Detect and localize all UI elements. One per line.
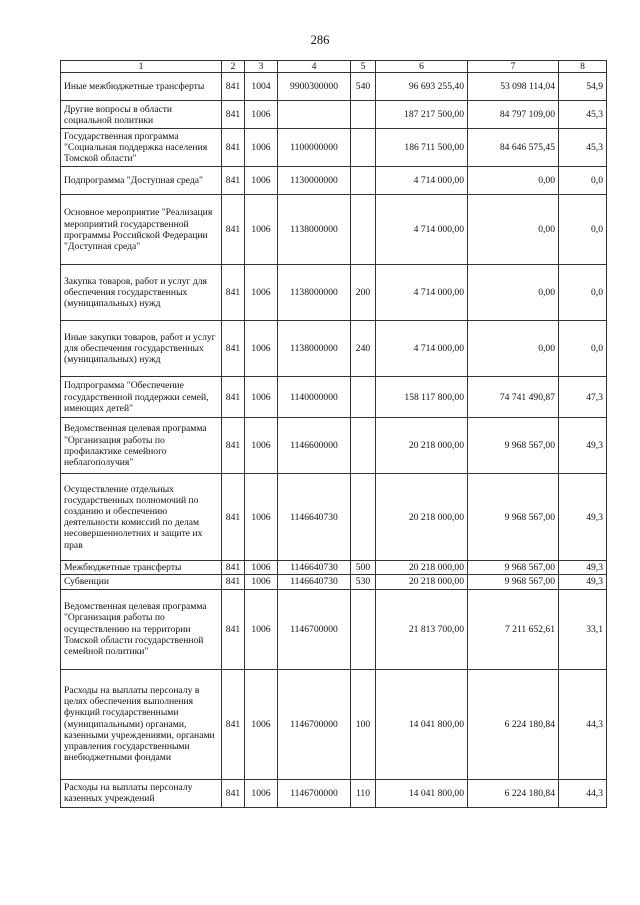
row-name-cell: Ведомственная целевая программа "Организация работы по профилактике семейного неблагополучия" [61,418,222,474]
row-planned-amount-cell: 158 117 800,00 [376,377,468,418]
row-percent-cell: 49,3 [559,474,607,561]
table-row [61,265,607,321]
row-executed-amount-cell: 84 797 109,00 [468,101,559,129]
row-section-code-cell: 1006 [245,418,278,474]
row-admin-code-cell: 841 [222,474,245,561]
row-name-cell: Иные закупки товаров, работ и услуг для обеспечения государственных (муниципальных) нужд [61,321,222,377]
column-header: 2 [222,61,245,73]
row-admin-code-cell: 841 [222,167,245,195]
table-row [61,129,607,167]
row-target-code-cell: 1130000000 [278,167,351,195]
table-header [61,61,607,73]
row-target-code-cell: 1146700000 [278,589,351,669]
row-expense-type-cell [351,377,376,418]
column-header: 7 [468,61,559,73]
row-section-code-cell: 1006 [245,575,278,589]
row-section-code-cell: 1006 [245,101,278,129]
row-name-cell: Иные межбюджетные трансферты [61,73,222,101]
page-number: 286 [310,33,330,47]
row-name-cell: Закупка товаров, работ и услуг для обеспечения государственных (муниципальных) нужд [61,265,222,321]
row-executed-amount-cell: 9 968 567,00 [468,474,559,561]
row-percent-cell: 33,1 [559,589,607,669]
row-expense-type-cell [351,167,376,195]
row-expense-type-cell: 100 [351,669,376,779]
row-name-cell: Государственная программа "Социальная поддержка населения Томской области" [61,129,222,167]
header-row [61,61,607,73]
row-section-code-cell: 1006 [245,589,278,669]
row-target-code-cell: 1146640730 [278,474,351,561]
row-executed-amount-cell: 0,00 [468,195,559,265]
row-executed-amount-cell: 9 968 567,00 [468,418,559,474]
row-admin-code-cell: 841 [222,561,245,575]
row-planned-amount-cell: 4 714 000,00 [376,167,468,195]
table-row [61,474,607,561]
row-target-code-cell: 1138000000 [278,321,351,377]
table-row [61,589,607,669]
row-target-code-cell: 1146600000 [278,418,351,474]
row-section-code-cell: 1006 [245,321,278,377]
row-target-code-cell: 1146700000 [278,669,351,779]
row-name-cell: Субвенции [61,575,222,589]
row-admin-code-cell: 841 [222,575,245,589]
row-target-code-cell: 1140000000 [278,377,351,418]
row-percent-cell: 47,3 [559,377,607,418]
row-name-cell: Осуществление отдельных государственных полномочий по созданию и обеспечению деятельности комиссий по делам несовершеннолетних и защите их прав [61,474,222,561]
row-expense-type-cell: 540 [351,73,376,101]
row-planned-amount-cell: 20 218 000,00 [376,575,468,589]
row-admin-code-cell: 841 [222,589,245,669]
row-planned-amount-cell: 96 693 255,40 [376,73,468,101]
row-expense-type-cell [351,418,376,474]
row-executed-amount-cell: 84 646 575,45 [468,129,559,167]
row-planned-amount-cell: 20 218 000,00 [376,418,468,474]
row-admin-code-cell: 841 [222,779,245,807]
row-executed-amount-cell: 0,00 [468,167,559,195]
row-name-cell: Подпрограмма "Обеспечение государственной поддержки семей, имеющих детей" [61,377,222,418]
table-row [61,669,607,779]
row-admin-code-cell: 841 [222,129,245,167]
row-target-code-cell [278,101,351,129]
budget-table [60,60,607,808]
row-planned-amount-cell: 4 714 000,00 [376,195,468,265]
row-planned-amount-cell: 21 813 700,00 [376,589,468,669]
table-row [61,575,607,589]
column-header: 1 [61,61,222,73]
row-percent-cell: 0,0 [559,167,607,195]
table-row [61,73,607,101]
row-executed-amount-cell: 53 098 114,04 [468,73,559,101]
row-executed-amount-cell: 9 968 567,00 [468,575,559,589]
row-percent-cell: 49,3 [559,575,607,589]
column-header: 6 [376,61,468,73]
row-executed-amount-cell: 74 741 490,87 [468,377,559,418]
table-body [61,73,607,807]
table-row [61,167,607,195]
table-row [61,779,607,807]
row-expense-type-cell: 200 [351,265,376,321]
table-row [61,418,607,474]
row-name-cell: Другие вопросы в области социальной политики [61,101,222,129]
row-section-code-cell: 1006 [245,129,278,167]
row-admin-code-cell: 841 [222,265,245,321]
row-name-cell: Ведомственная целевая программа "Организация работы по осуществлению на территории Томской области государственной семейной политики" [61,589,222,669]
row-admin-code-cell: 841 [222,418,245,474]
row-admin-code-cell: 841 [222,73,245,101]
row-expense-type-cell [351,589,376,669]
row-percent-cell: 54,9 [559,73,607,101]
row-section-code-cell: 1006 [245,474,278,561]
row-expense-type-cell [351,129,376,167]
row-percent-cell: 49,3 [559,418,607,474]
row-expense-type-cell [351,474,376,561]
row-target-code-cell: 9900300000 [278,73,351,101]
row-section-code-cell: 1006 [245,195,278,265]
row-executed-amount-cell: 0,00 [468,265,559,321]
row-executed-amount-cell: 0,00 [468,321,559,377]
row-percent-cell: 0,0 [559,321,607,377]
row-percent-cell: 44,3 [559,779,607,807]
row-section-code-cell: 1004 [245,73,278,101]
row-target-code-cell: 1100000000 [278,129,351,167]
row-percent-cell: 0,0 [559,195,607,265]
row-expense-type-cell [351,101,376,129]
row-admin-code-cell: 841 [222,669,245,779]
row-planned-amount-cell: 187 217 500,00 [376,101,468,129]
row-section-code-cell: 1006 [245,669,278,779]
row-section-code-cell: 1006 [245,377,278,418]
row-planned-amount-cell: 4 714 000,00 [376,265,468,321]
row-name-cell: Межбюджетные трансферты [61,561,222,575]
row-name-cell: Расходы на выплаты персоналу казенных учреждений [61,779,222,807]
table-row [61,195,607,265]
row-section-code-cell: 1006 [245,561,278,575]
column-header: 5 [351,61,376,73]
row-percent-cell: 45,3 [559,101,607,129]
table-row [61,321,607,377]
row-expense-type-cell: 500 [351,561,376,575]
row-executed-amount-cell: 7 211 652,61 [468,589,559,669]
row-planned-amount-cell: 4 714 000,00 [376,321,468,377]
column-header: 3 [245,61,278,73]
row-percent-cell: 49,3 [559,561,607,575]
row-section-code-cell: 1006 [245,779,278,807]
row-admin-code-cell: 841 [222,101,245,129]
row-expense-type-cell: 530 [351,575,376,589]
row-planned-amount-cell: 186 711 500,00 [376,129,468,167]
row-percent-cell: 45,3 [559,129,607,167]
row-expense-type-cell: 240 [351,321,376,377]
column-header: 8 [559,61,607,73]
row-section-code-cell: 1006 [245,167,278,195]
row-admin-code-cell: 841 [222,377,245,418]
row-target-code-cell: 1146640730 [278,575,351,589]
row-name-cell: Расходы на выплаты персоналу в целях обеспечения выполнения функций государственными (муниципальными) органами, казенными учреждениями, органами управления государственными внебюджетными фондами [61,669,222,779]
row-target-code-cell: 1146640730 [278,561,351,575]
row-target-code-cell: 1146700000 [278,779,351,807]
row-executed-amount-cell: 9 968 567,00 [468,561,559,575]
row-percent-cell: 44,3 [559,669,607,779]
row-expense-type-cell: 110 [351,779,376,807]
row-admin-code-cell: 841 [222,321,245,377]
row-percent-cell: 0,0 [559,265,607,321]
row-executed-amount-cell: 6 224 180,84 [468,779,559,807]
table-row [61,377,607,418]
row-planned-amount-cell: 20 218 000,00 [376,561,468,575]
row-name-cell: Подпрограмма "Доступная среда" [61,167,222,195]
table-row [61,101,607,129]
row-target-code-cell: 1138000000 [278,265,351,321]
row-planned-amount-cell: 20 218 000,00 [376,474,468,561]
row-planned-amount-cell: 14 041 800,00 [376,779,468,807]
row-expense-type-cell [351,195,376,265]
row-target-code-cell: 1138000000 [278,195,351,265]
column-header: 4 [278,61,351,73]
row-section-code-cell: 1006 [245,265,278,321]
row-executed-amount-cell: 6 224 180,84 [468,669,559,779]
row-planned-amount-cell: 14 041 800,00 [376,669,468,779]
row-admin-code-cell: 841 [222,195,245,265]
row-name-cell: Основное мероприятие "Реализация мероприятий государственной программы Российской Федерации "Доступная среда" [61,195,222,265]
table-row [61,561,607,575]
